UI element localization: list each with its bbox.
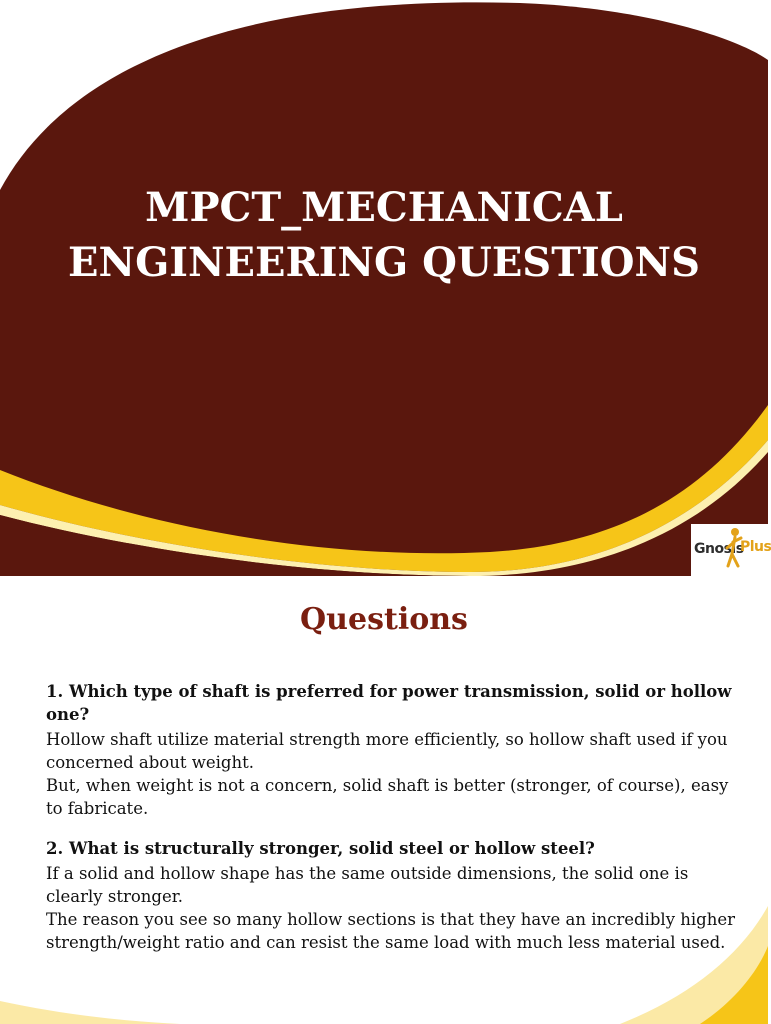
answer-2	[46, 862, 736, 954]
question-2: 2. What is structurally stronger, solid steel or hollow steel?	[46, 839, 595, 858]
gnosis-plus-logo	[691, 524, 771, 576]
answer-1-line-2: But, when weight is not a concern, solid shaft is better (stronger, of course), easy to fabricate.	[46, 776, 729, 818]
cover-title	[40, 180, 728, 290]
logo-word-plus: Plus	[740, 539, 771, 555]
question-1: 1. Which type of shaft is preferred for power transmission, solid or hollow one?	[46, 682, 732, 724]
questions-slide	[0, 576, 768, 1024]
questions-list	[46, 680, 736, 954]
logo-word-gnosis: Gnosis	[694, 541, 744, 557]
answer-2-line-1: If a solid and hollow shape has the same outside dimensions, the solid one is clearly stronger.	[46, 864, 689, 906]
cover-title-line1: MPCT_MECHANICAL	[145, 184, 623, 231]
answer-2-line-2: The reason you see so many hollow sections is that they have an incredibly higher strength/weight ratio and can resist the same load with much less material used.	[46, 910, 736, 952]
qa-item-1	[46, 680, 736, 820]
qa-item-2	[46, 837, 736, 954]
answer-1-line-1: Hollow shaft utilize material strength more efficiently, so hollow shaft used if you concerned about weight.	[46, 730, 728, 772]
answer-1	[46, 728, 736, 820]
cover-title-line2: ENGINEERING QUESTIONS	[68, 239, 700, 286]
questions-heading: Questions	[300, 602, 468, 637]
